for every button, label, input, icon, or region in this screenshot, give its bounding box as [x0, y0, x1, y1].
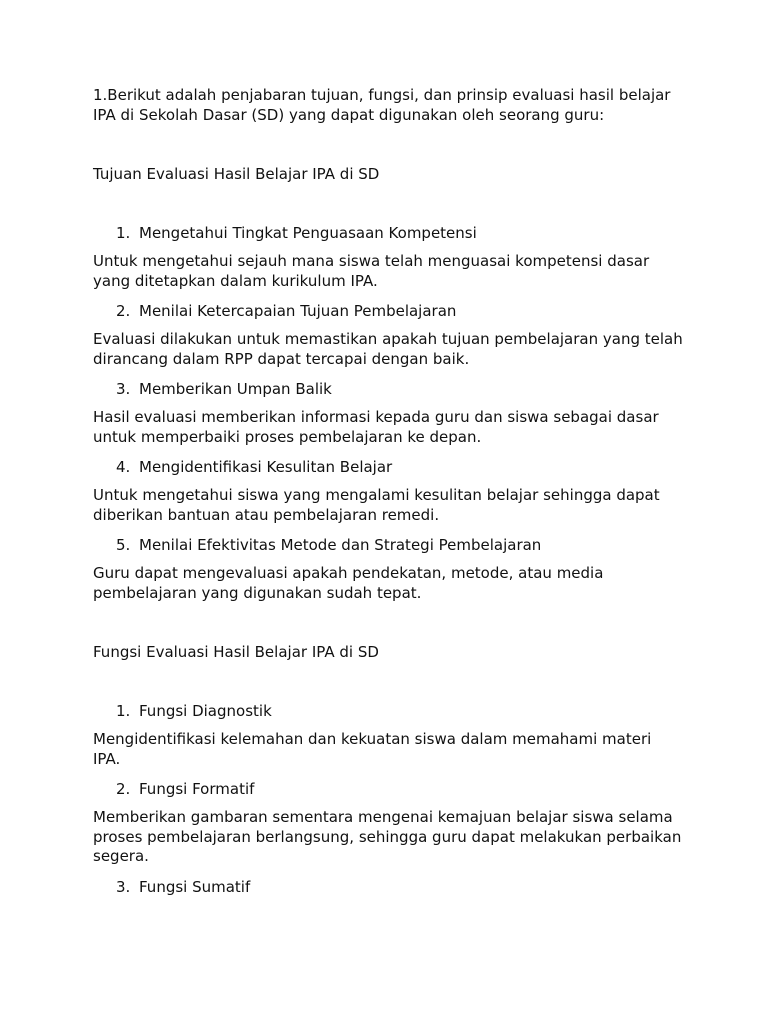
- item-number: 4.: [116, 458, 131, 476]
- item-title: Mengetahui Tingkat Penguasaan Kompetensi: [139, 224, 477, 242]
- item-heading: [93, 379, 683, 399]
- item-number: 2.: [116, 302, 131, 320]
- document-page: [93, 86, 683, 897]
- item-description: Guru dapat mengevaluasi apakah pendekatan, metode, atau media pembelajaran yang digunakan sudah tepat.: [93, 564, 604, 602]
- item-title: Menilai Ketercapaian Tujuan Pembelajaran: [139, 302, 457, 320]
- item-title: Fungsi Diagnostik: [139, 702, 272, 720]
- list-item: [93, 701, 683, 769]
- item-title: Fungsi Sumatif: [139, 877, 251, 896]
- item-description: Evaluasi dilakukan untuk memastikan apakah tujuan pembelajaran yang telah dirancang dalam RPP dapat tercapai dengan baik.: [93, 330, 683, 368]
- tujuan-section-title: Tujuan Evaluasi Hasil Belajar IPA di SD: [93, 165, 380, 183]
- item-description: Memberikan gambaran sementara mengenai kemajuan belajar siswa selama proses pembelajaran berlangsung, sehingga guru dapat melakukan perbaikan segera.: [93, 808, 682, 865]
- list-item: [93, 457, 683, 525]
- item-title: Fungsi Formatif: [139, 780, 255, 798]
- list-item: [93, 877, 683, 897]
- item-title: Mengidentifikasi Kesulitan Belajar: [139, 458, 393, 476]
- item-title: Memberikan Umpan Balik: [139, 380, 332, 398]
- fungsi-list: [93, 701, 683, 897]
- item-number: 3.: [116, 380, 131, 398]
- list-item: [93, 379, 683, 447]
- item-description: Untuk mengetahui sejauh mana siswa telah menguasai kompetensi dasar yang ditetapkan dalam kurikulum IPA.: [93, 252, 650, 290]
- item-number: 2.: [116, 780, 131, 798]
- fungsi-section-title: Fungsi Evaluasi Hasil Belajar IPA di SD: [93, 643, 379, 661]
- item-number: 3.: [116, 877, 131, 896]
- item-heading: [93, 701, 683, 721]
- item-title: Menilai Efektivitas Metode dan Strategi Pembelajaran: [139, 536, 542, 554]
- item-heading: [93, 223, 683, 243]
- list-item: [93, 223, 683, 291]
- item-description: Hasil evaluasi memberikan informasi kepada guru dan siswa sebagai dasar untuk memperbaiki proses pembelajaran ke depan.: [93, 408, 659, 446]
- item-heading: [93, 301, 683, 321]
- item-number: 1.: [116, 702, 131, 720]
- item-number: 1.: [116, 224, 131, 242]
- list-item: [93, 535, 683, 603]
- item-description: Untuk mengetahui siswa yang mengalami kesulitan belajar sehingga dapat diberikan bantuan atau pembelajaran remedi.: [93, 486, 660, 524]
- item-heading: [93, 779, 683, 799]
- intro-paragraph: 1.Berikut adalah penjabaran tujuan, fungsi, dan prinsip evaluasi hasil belajar IPA di Sekolah Dasar (SD) yang dapat digunakan oleh seorang guru:: [93, 86, 671, 124]
- item-heading: [93, 877, 683, 897]
- item-heading: [93, 457, 683, 477]
- item-heading: [93, 535, 683, 555]
- item-number: 5.: [116, 536, 131, 554]
- list-item: [93, 301, 683, 369]
- item-description: Mengidentifikasi kelemahan dan kekuatan siswa dalam memahami materi IPA.: [93, 730, 652, 768]
- list-item: [93, 779, 683, 867]
- tujuan-list: [93, 223, 683, 603]
